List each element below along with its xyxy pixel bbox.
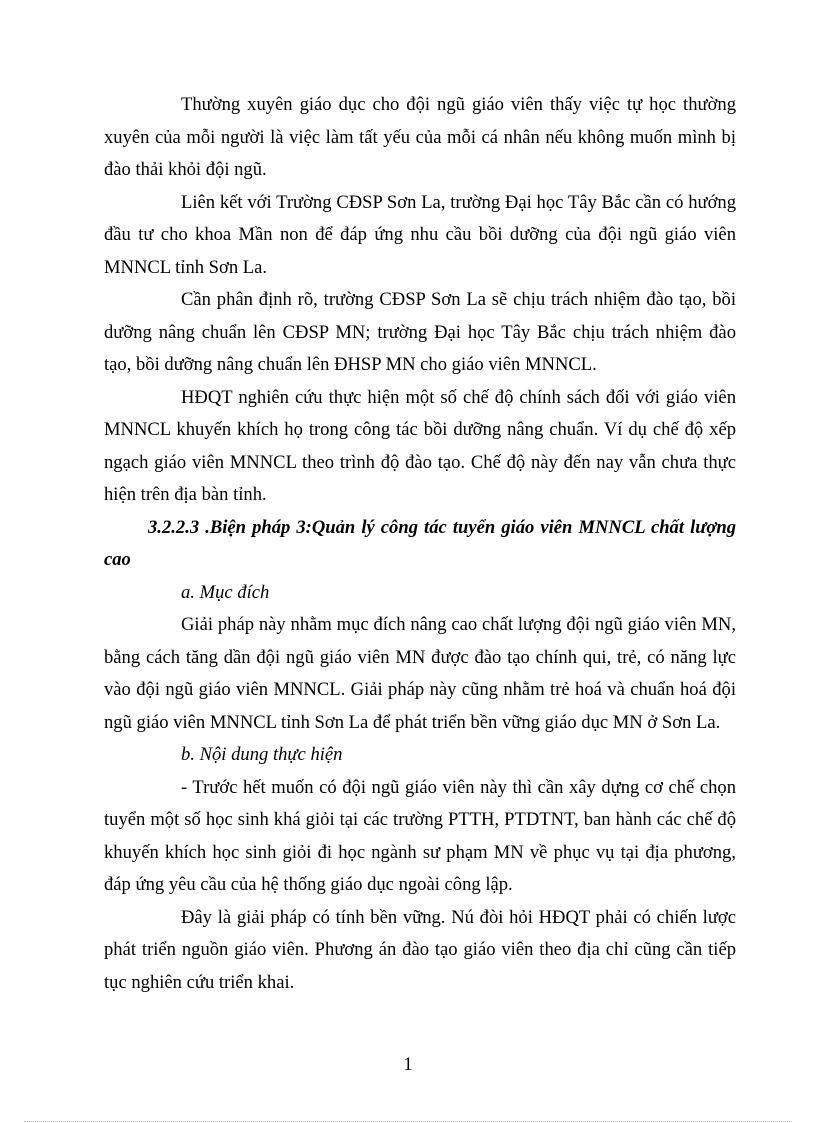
paragraph-sustainability: Đây là giải pháp có tính bền vững. Nú đòi hỏi HĐQT phải có chiến lược phát triển nguồn giáo viên. Phương án đào tạo giáo viên theo địa chỉ cũng cần tiếp tục nghiên cứu triển khai.	[104, 906, 736, 993]
paragraph-self-study: Thường xuyên giáo dục cho đội ngũ giáo viên thấy việc tự học thường xuyên của mỗi người là việc làm tất yếu của mỗi cá nhân nếu không muốn mình bị đào thải khỏi đội ngũ.	[104, 94, 736, 180]
page-bottom-divider	[24, 1121, 792, 1122]
subheading-purpose: a. Mục đích	[181, 581, 270, 603]
paragraph-responsibilities: Cần phân định rõ, trường CĐSP Sơn La sẽ chịu trách nhiệm đào tạo, bồi dưỡng nâng chuẩn lên CĐSP MN; trường Đại học Tây Bắc chịu trách nhiệm đào tạo, bồi dưỡng nâng chuẩn lên ĐHSP MN cho giáo viên MNNCL.	[104, 289, 736, 375]
paragraph-purpose: Giải pháp này nhằm mục đích nâng cao chất lượng đội ngũ giáo viên MN, bằng cách tăng dần đội ngũ giáo viên MN được đào tạo chính qui, trẻ, có năng lực vào đội ngũ giáo viên MNNCL. Giải pháp này cũng nhằm trẻ hoá và chuẩn hoá đội ngũ giáo viên MNNCL tỉnh Sơn La để phát triển bền vững giáo dục MN ở Sơn La.	[104, 614, 736, 733]
paragraph-policies: HĐQT nghiên cứu thực hiện một số chế độ chính sách đối với giáo viên MNNCL khuyến khích họ trong công tác bồi dưỡng nâng chuẩn. Ví dụ chế độ xếp ngạch giáo viên MNNCL theo trình độ đào tạo. Chế độ này đến nay vẫn chưa thực hiện trên địa bàn tỉnh.	[104, 386, 736, 505]
paragraph-recruitment: - Trước hết muốn có đội ngũ giáo viên này thì cần xây dựng cơ chế chọn tuyển một số học sinh khá giỏi tại các trường PTTH, PTDTNT, ban hành các chế độ khuyến khích học sinh giỏi đi học ngành sư phạm MN về phục vụ tại địa phương, đáp ứng yêu cầu của hệ thống giáo dục ngoài công lập.	[104, 776, 736, 895]
page-number: 1	[403, 1054, 413, 1075]
page-body	[104, 89, 736, 999]
paragraph-college-link: Liên kết với Trường CĐSP Sơn La, trường Đại học Tây Bắc cần có hướng đầu tư cho khoa Mần non để đáp ứng nhu cầu bồi dưỡng của đội ngũ giáo viên MNNCL tỉnh Sơn La.	[104, 191, 736, 278]
section-heading: 3.2.2.3 .Biện pháp 3:Quản lý công tác tuyển giáo viên MNNCL chất lượng cao	[104, 516, 736, 570]
subheading-implementation: b. Nội dung thực hiện	[181, 744, 343, 765]
